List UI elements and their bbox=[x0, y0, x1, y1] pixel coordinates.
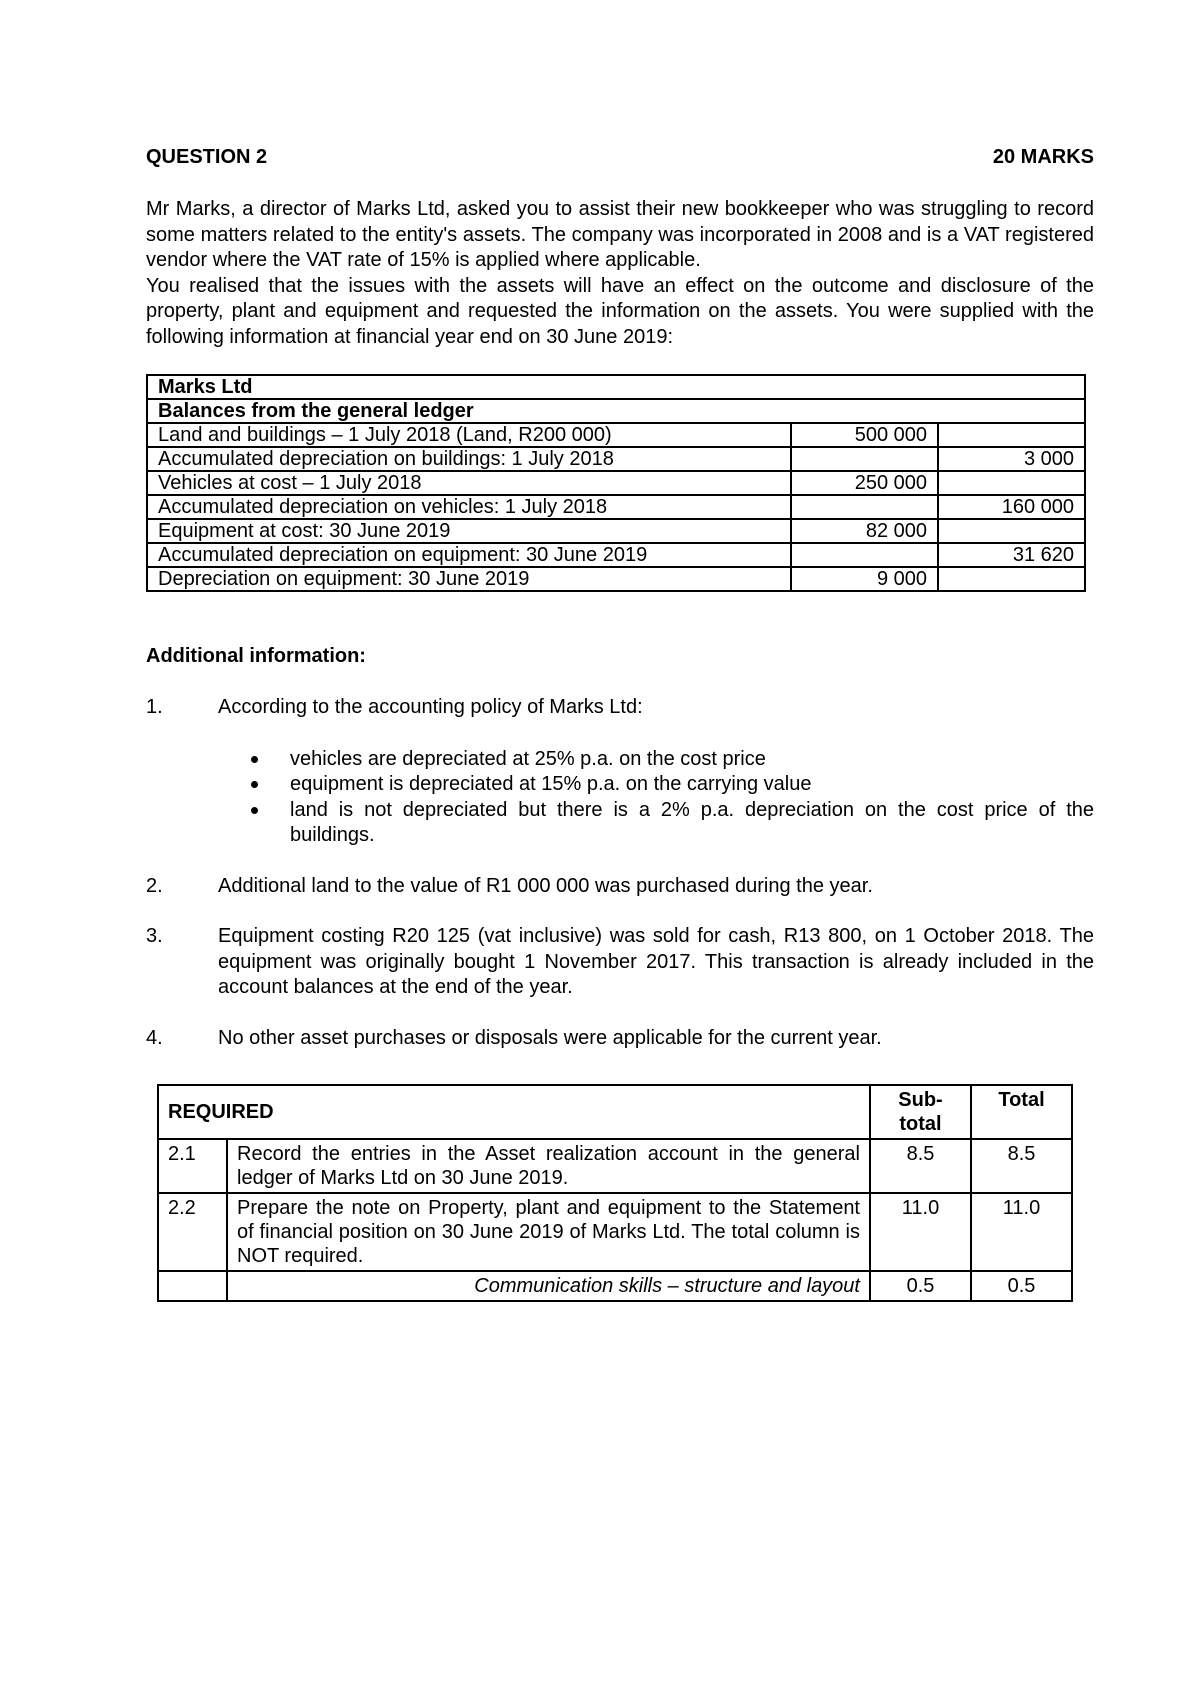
ledger-subtitle: Balances from the general ledger bbox=[147, 399, 1085, 423]
required-header-row bbox=[158, 1085, 1072, 1139]
additional-info-list bbox=[146, 695, 1094, 1076]
intro-text bbox=[146, 197, 1094, 350]
list-item bbox=[146, 1026, 1094, 1052]
bullet-text: vehicles are depreciated at 25% p.a. on the cost price bbox=[290, 747, 766, 770]
bullet-icon bbox=[251, 781, 258, 788]
bullet-icon bbox=[251, 807, 258, 814]
ledger-debit bbox=[791, 447, 938, 471]
required-number: 2.2 bbox=[158, 1193, 227, 1271]
ledger-credit bbox=[938, 567, 1085, 591]
required-heading: REQUIRED bbox=[158, 1085, 870, 1139]
table-row bbox=[158, 1139, 1072, 1193]
item-text: Equipment costing R20 125 (vat inclusive) was sold for cash, R13 800, on 1 October 2018. The equipment was originally bought 1 November 2017. This transaction is already included in the account balances at the end of the year. bbox=[218, 925, 1094, 998]
communication-row bbox=[158, 1271, 1072, 1301]
question-header bbox=[146, 146, 1094, 169]
additional-info-title: Additional information: bbox=[146, 645, 366, 667]
intro-paragraph-2: You realised that the issues with the assets will have an effect on the outcome and disclosure of the property, plant and equipment and requested the information on the assets. You were supplied with the following information at financial year end on 30 June 2019: bbox=[146, 274, 1094, 348]
bullet-text: land is not depreciated but there is a 2% p.a. depreciation on the cost price of the buildings. bbox=[290, 798, 1094, 846]
required-text: Record the entries in the Asset realization account in the general ledger of Marks Ltd on 30 June 2019. bbox=[227, 1139, 870, 1193]
communication-total: 0.5 bbox=[971, 1271, 1072, 1301]
ledger-label: Accumulated depreciation on buildings: 1 July 2018 bbox=[147, 447, 791, 471]
ledger-credit: 31 620 bbox=[938, 543, 1085, 567]
ledger-label: Equipment at cost: 30 June 2019 bbox=[147, 519, 791, 543]
table-row bbox=[147, 423, 1085, 447]
communication-text: Communication skills – structure and layout bbox=[227, 1271, 870, 1301]
ledger-label: Depreciation on equipment: 30 June 2019 bbox=[147, 567, 791, 591]
required-subtotal: 8.5 bbox=[870, 1139, 971, 1193]
table-row bbox=[147, 447, 1085, 471]
bullet-item bbox=[218, 747, 1094, 773]
required-total: 8.5 bbox=[971, 1139, 1072, 1193]
required-text: Prepare the note on Property, plant and equipment to the Statement of financial position on 30 June 2019 of Marks Ltd. The total column is NOT required. bbox=[227, 1193, 870, 1271]
ledger-label: Accumulated depreciation on vehicles: 1 July 2018 bbox=[147, 495, 791, 519]
ledger-company: Marks Ltd bbox=[147, 375, 1085, 399]
item-text: Additional land to the value of R1 000 000 was purchased during the year. bbox=[218, 874, 873, 897]
list-item bbox=[146, 695, 1094, 849]
table-row bbox=[147, 471, 1085, 495]
item-number: 4. bbox=[146, 1026, 163, 1049]
bullet-item bbox=[218, 772, 1094, 798]
table-row bbox=[147, 495, 1085, 519]
ledger-debit bbox=[791, 543, 938, 567]
list-item bbox=[146, 874, 1094, 900]
question-title: QUESTION 2 bbox=[146, 146, 268, 168]
ledger-credit bbox=[938, 423, 1085, 447]
required-table bbox=[157, 1084, 1073, 1302]
ledger-debit: 82 000 bbox=[791, 519, 938, 543]
ledger-credit: 3 000 bbox=[938, 447, 1085, 471]
item-body bbox=[218, 695, 1094, 849]
policy-bullets bbox=[218, 747, 1094, 849]
communication-subtotal: 0.5 bbox=[870, 1271, 971, 1301]
item-number: 2. bbox=[146, 874, 163, 897]
ledger-debit: 250 000 bbox=[791, 471, 938, 495]
ledger-credit bbox=[938, 519, 1085, 543]
subtotal-header: Sub-total bbox=[870, 1085, 971, 1139]
ledger-credit: 160 000 bbox=[938, 495, 1085, 519]
ledger-company-row bbox=[147, 375, 1085, 399]
table-row bbox=[158, 1193, 1072, 1271]
item-number: 3. bbox=[146, 925, 163, 947]
ledger-debit: 500 000 bbox=[791, 423, 938, 447]
item-text: No other asset purchases or disposals were applicable for the current year. bbox=[218, 1026, 882, 1049]
total-header: Total bbox=[971, 1085, 1072, 1139]
ledger-table bbox=[146, 374, 1086, 592]
item-text: According to the accounting policy of Marks Ltd: bbox=[218, 696, 643, 718]
bullet-icon bbox=[251, 756, 258, 763]
ledger-debit bbox=[791, 495, 938, 519]
required-subtotal: 11.0 bbox=[870, 1193, 971, 1271]
ledger-credit bbox=[938, 471, 1085, 495]
table-row bbox=[147, 519, 1085, 543]
table-row bbox=[147, 567, 1085, 591]
ledger-debit: 9 000 bbox=[791, 567, 938, 591]
list-item bbox=[146, 924, 1094, 1001]
required-number-empty bbox=[158, 1271, 227, 1301]
required-number: 2.1 bbox=[158, 1139, 227, 1193]
question-marks: 20 MARKS bbox=[992, 146, 1094, 168]
ledger-label: Vehicles at cost – 1 July 2018 bbox=[147, 471, 791, 495]
item-number: 1. bbox=[146, 696, 163, 718]
intro-paragraph-1: Mr Marks, a director of Marks Ltd, asked you to assist their new bookkeeper who was struggling to record some matters related to the entity's assets. The company was incorporated in 2008 and is a VAT registered vendor where the VAT rate of 15% is applied where applicable. bbox=[146, 198, 1094, 271]
ledger-label: Accumulated depreciation on equipment: 30 June 2019 bbox=[147, 543, 791, 567]
required-total: 11.0 bbox=[971, 1193, 1072, 1271]
bullet-text: equipment is depreciated at 15% p.a. on the carrying value bbox=[290, 773, 812, 795]
table-row bbox=[147, 543, 1085, 567]
ledger-subtitle-row bbox=[147, 399, 1085, 423]
bullet-item bbox=[218, 798, 1094, 849]
ledger-label: Land and buildings – 1 July 2018 (Land, R200 000) bbox=[147, 423, 791, 447]
